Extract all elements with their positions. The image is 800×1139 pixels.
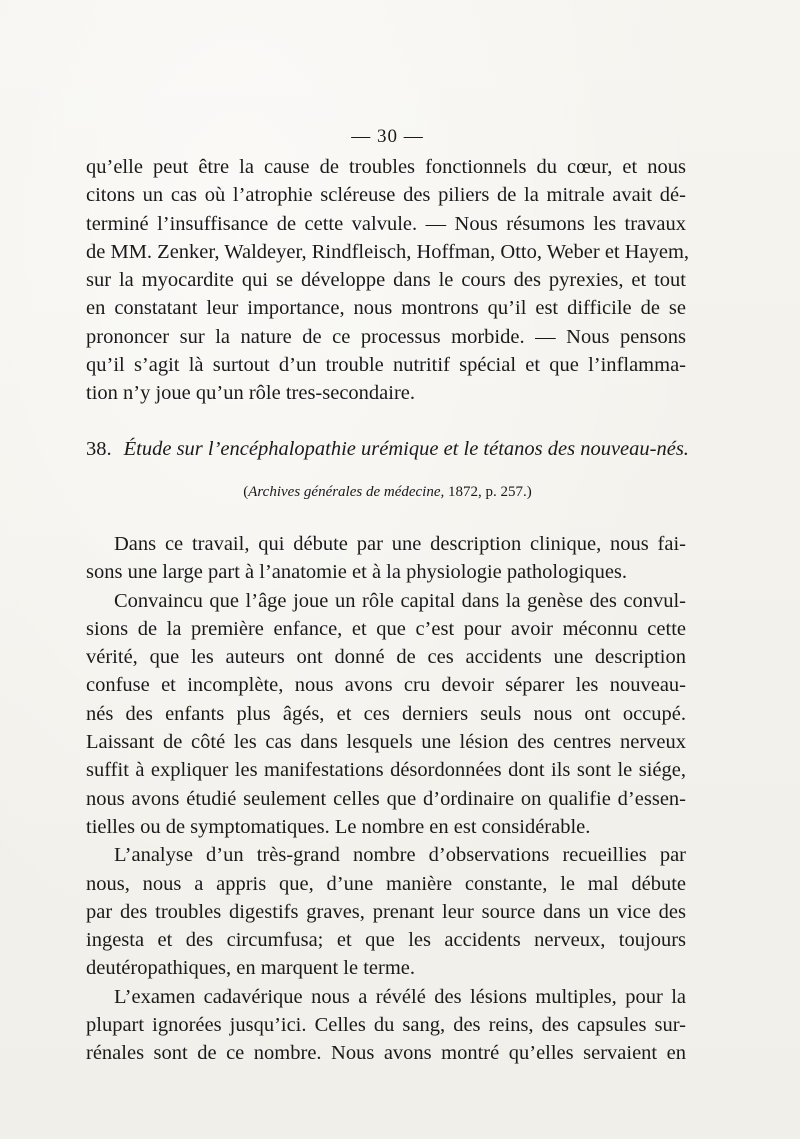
page-number: — 30 — xyxy=(351,126,424,147)
source-open-paren: ( xyxy=(243,484,249,500)
text-line: L’analyse d’un très-grand nombre d’observations recueillies par xyxy=(114,844,686,867)
text-line: terminé l’insuffisance de cette valvule. — Nous résumons les travaux xyxy=(86,212,686,235)
text-line: nés des enfants plus âgés, et ces derniers seuls nous ont occupé. xyxy=(86,702,686,725)
text-line: vérité, que les auteurs ont donné de ces accidents une description xyxy=(86,646,686,669)
text-line: qu’elle peut être la cause de troubles fonctionnels du cœur, et nous xyxy=(86,156,686,178)
article-body xyxy=(86,530,686,1068)
text-line: en constatant leur importance, nous montrons qu’il est difficile de se xyxy=(86,297,686,320)
text-line: tion n’y joue qu’un rôle tres-secondaire. xyxy=(86,382,416,405)
article-title: Étude sur l’encéphalopathie urémique et le tétanos des nouveau-nés. xyxy=(123,438,689,460)
text-line: nous avons étudié seulement celles que d’ordinaire on qualifie d’essen- xyxy=(86,787,686,810)
text-line: de MM. Zenker, Waldeyer, Rindfleisch, Hoffman, Otto, Weber et Hayem, xyxy=(86,240,690,263)
text-line: plupart ignorées jusqu’ici. Celles du sang, des reins, des capsules sur- xyxy=(86,1014,686,1037)
source-details: 1872, p. 257.) xyxy=(444,484,532,500)
text-line: par des troubles digestifs graves, prenant leur source dans un vice des xyxy=(86,900,686,923)
text-line: nous, nous a appris que, d’une manière constante, le mal débute xyxy=(86,872,686,895)
article-number: 38. xyxy=(86,438,112,460)
text-line: prononcer sur la nature de ce processus morbide. — Nous pensons xyxy=(86,325,686,348)
text-line: sions de la première enfance, et que c’est pour avoir méconnu cette xyxy=(86,617,686,640)
article-heading xyxy=(86,438,689,461)
top-paragraph xyxy=(86,153,690,408)
text-line: Convaincu que l’âge joue un rôle capital dans la genèse des convul- xyxy=(114,589,686,612)
article-source xyxy=(0,484,775,501)
text-line: deutéropathiques, en marquent le terme. xyxy=(86,957,416,980)
text-line: tielles ou de symptomatiques. Le nombre en est considérable. xyxy=(86,815,591,838)
text-line: qu’il s’agit là surtout d’un trouble nutritif spécial et que l’inflamma- xyxy=(86,354,686,377)
text-line: sur la myocardite qui se développe dans le cours des pyrexies, et tout xyxy=(86,269,686,292)
text-line: Laissant de côté les cas dans lesquels une lésion des centres nerveux xyxy=(86,731,686,754)
text-line: sons une large part à l’anatomie et à la physiologie pathologiques. xyxy=(86,561,628,584)
text-line: suffit à expliquer les manifestations désordonnées dont ils sont le siége, xyxy=(86,759,686,782)
source-journal: Archives générales de médecine, xyxy=(248,484,445,500)
text-line: L’examen cadavérique nous a révélé des lésions multiples, pour la xyxy=(114,985,686,1008)
text-line: ingesta et des circumfusa; et que les accidents nerveux, toujours xyxy=(86,929,686,952)
text-line: confuse et incomplète, nous avons cru devoir séparer les nouveau- xyxy=(86,674,686,697)
text-line: citons un cas où l’atrophie scléreuse des piliers de la mitrale avait dé- xyxy=(86,184,686,207)
text-line: rénales sont de ce nombre. Nous avons montré qu’elles servaient en xyxy=(86,1042,686,1065)
text-line: Dans ce travail, qui débute par une description clinique, nous fai- xyxy=(114,533,686,555)
